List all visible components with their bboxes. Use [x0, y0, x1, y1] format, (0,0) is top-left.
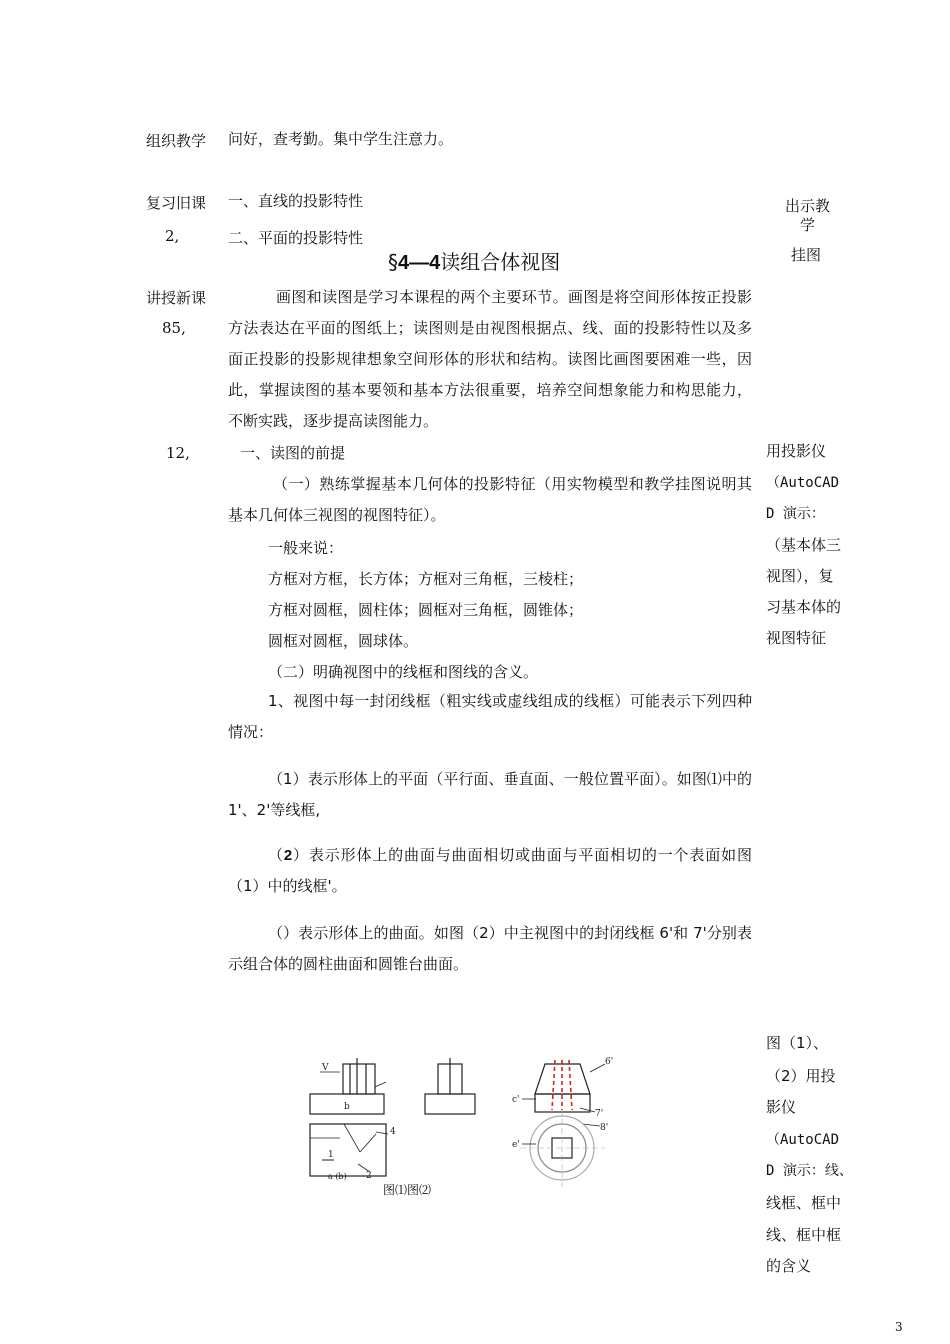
case-2-number: 2: [283, 847, 293, 864]
note-2-line-1: 用投影仪: [766, 442, 827, 460]
note-3-line-2: （2）用投: [766, 1067, 836, 1085]
label-b: b: [344, 1102, 350, 1112]
section-minutes: 12,: [166, 444, 190, 462]
note-2-line-7: 视图特征: [766, 629, 827, 647]
label-4: 4: [390, 1127, 396, 1137]
note-3-line-3: 影仪: [766, 1098, 797, 1116]
label-review: 复习旧课: [146, 194, 207, 212]
sub-heading-1: （一）熟练掌握基本几何体的投影特征（用实物模型和教学挂图说明其基本几何体三视图的视图特征）。: [228, 475, 752, 524]
label-a-b: a (b): [328, 1172, 347, 1181]
review-minutes: 2,: [165, 227, 180, 245]
label-c: c': [512, 1095, 520, 1105]
fig1-base-side: [425, 1094, 475, 1114]
section-title: [388, 249, 560, 276]
note-2-line-6: 习基本体的: [766, 598, 842, 616]
note-2-line-4: （基本体三: [766, 536, 842, 554]
title-number: 4—4: [398, 252, 441, 274]
note-3-line-4: （AutoCAD: [766, 1132, 840, 1148]
projection-figure: [300, 1052, 630, 1202]
label-1: 1: [328, 1150, 334, 1160]
case-2-text: ）表示形体上的曲面与曲面相切或曲面与平面相切的一个表面如图（1）中的线框'。: [228, 846, 752, 895]
note-1-line-2: 学: [800, 216, 816, 234]
title-text: 读组合体视图: [440, 250, 561, 274]
review-item-1: 一、直线的投影特性: [228, 192, 364, 210]
note-3-line-8: 的含义: [766, 1257, 812, 1275]
label-2: 2: [366, 1171, 372, 1181]
rule-line-3: 圆框对圆框，圆球体。: [268, 632, 419, 650]
label-v: V: [322, 1063, 329, 1073]
label-6: 6': [605, 1057, 614, 1067]
note-2-line-2: （AutoCAD: [766, 475, 840, 491]
note-1-line-3: 挂图: [791, 246, 822, 264]
organize-text: 问好，查考勤。集中学生注意力。: [228, 130, 454, 148]
label-new-lesson: 讲授新课: [146, 289, 207, 307]
label-organize: 组织教学: [146, 132, 207, 150]
case-3: （）表示形体上的曲面。如图（2）中主视图中的封闭线框 6'和 7'分别表示组合体的圆柱曲面和圆锥台曲面。: [228, 924, 752, 973]
general-label: 一般来说：: [268, 539, 344, 557]
note-3-line-7: 线、框中框: [766, 1226, 842, 1244]
note-2-line-5: 视图），复: [766, 567, 834, 585]
sub-heading-2: （二）明确视图中的线框和图线的含义。: [268, 663, 539, 681]
figure-caption: 图⑴图⑵: [383, 1183, 432, 1197]
page-number: 3: [895, 1320, 903, 1334]
fig1-block-front: [343, 1064, 375, 1094]
note-3-line-1: 图（1）、: [766, 1034, 829, 1052]
case-1: （1）表示形体上的平面（平行面、垂直面、一般位置平面）。如图⑴中的 1'、2'等线框,: [228, 770, 752, 819]
heading-prerequisite: 一、读图的前提: [240, 444, 346, 462]
label-e: e': [512, 1140, 520, 1150]
case-2-prefix: （: [268, 846, 284, 864]
intro-paragraph: 画图和读图是学习本课程的两个主要环节。画图是将空间形体按正投影方法表达在平面的图纸上；读图则是由视图根据点、线、面的投影特性以及多面正投影的投影规律想象空间形体的形状和结构。读图比画图要困难一些，因此，掌握读图的基本要领和基本方法很重要，培养空间想象能力和构思能力，不断实践，逐步提高读图能力。: [228, 288, 752, 430]
rule-line-2: 方框对圆框，圆柱体；圆框对三角框，圆锥体；: [268, 601, 584, 619]
label-7: 7': [595, 1109, 604, 1119]
case-2: [228, 840, 752, 902]
label-8: 8': [600, 1123, 609, 1133]
note-2-line-3: D 演示：: [766, 506, 825, 522]
paragraph-closed-frame: 1、视图中每一封闭线框（粗实线或虚线组成的线框）可能表示下列四种情况：: [228, 692, 752, 741]
note-3-line-5: D 演示：线、: [766, 1163, 853, 1179]
rule-line-1: 方框对方框，长方体；方框对三角框，三棱柱；: [268, 570, 584, 588]
title-prefix: §: [388, 250, 398, 274]
note-1-line-1: 出示教: [785, 197, 831, 215]
note-3-line-6: 线框、框中: [766, 1194, 842, 1212]
new-lesson-minutes: 85,: [162, 319, 186, 337]
fig2-hidden-lines: [552, 1060, 572, 1110]
review-item-2: 二、平面的投影特性: [228, 229, 364, 247]
